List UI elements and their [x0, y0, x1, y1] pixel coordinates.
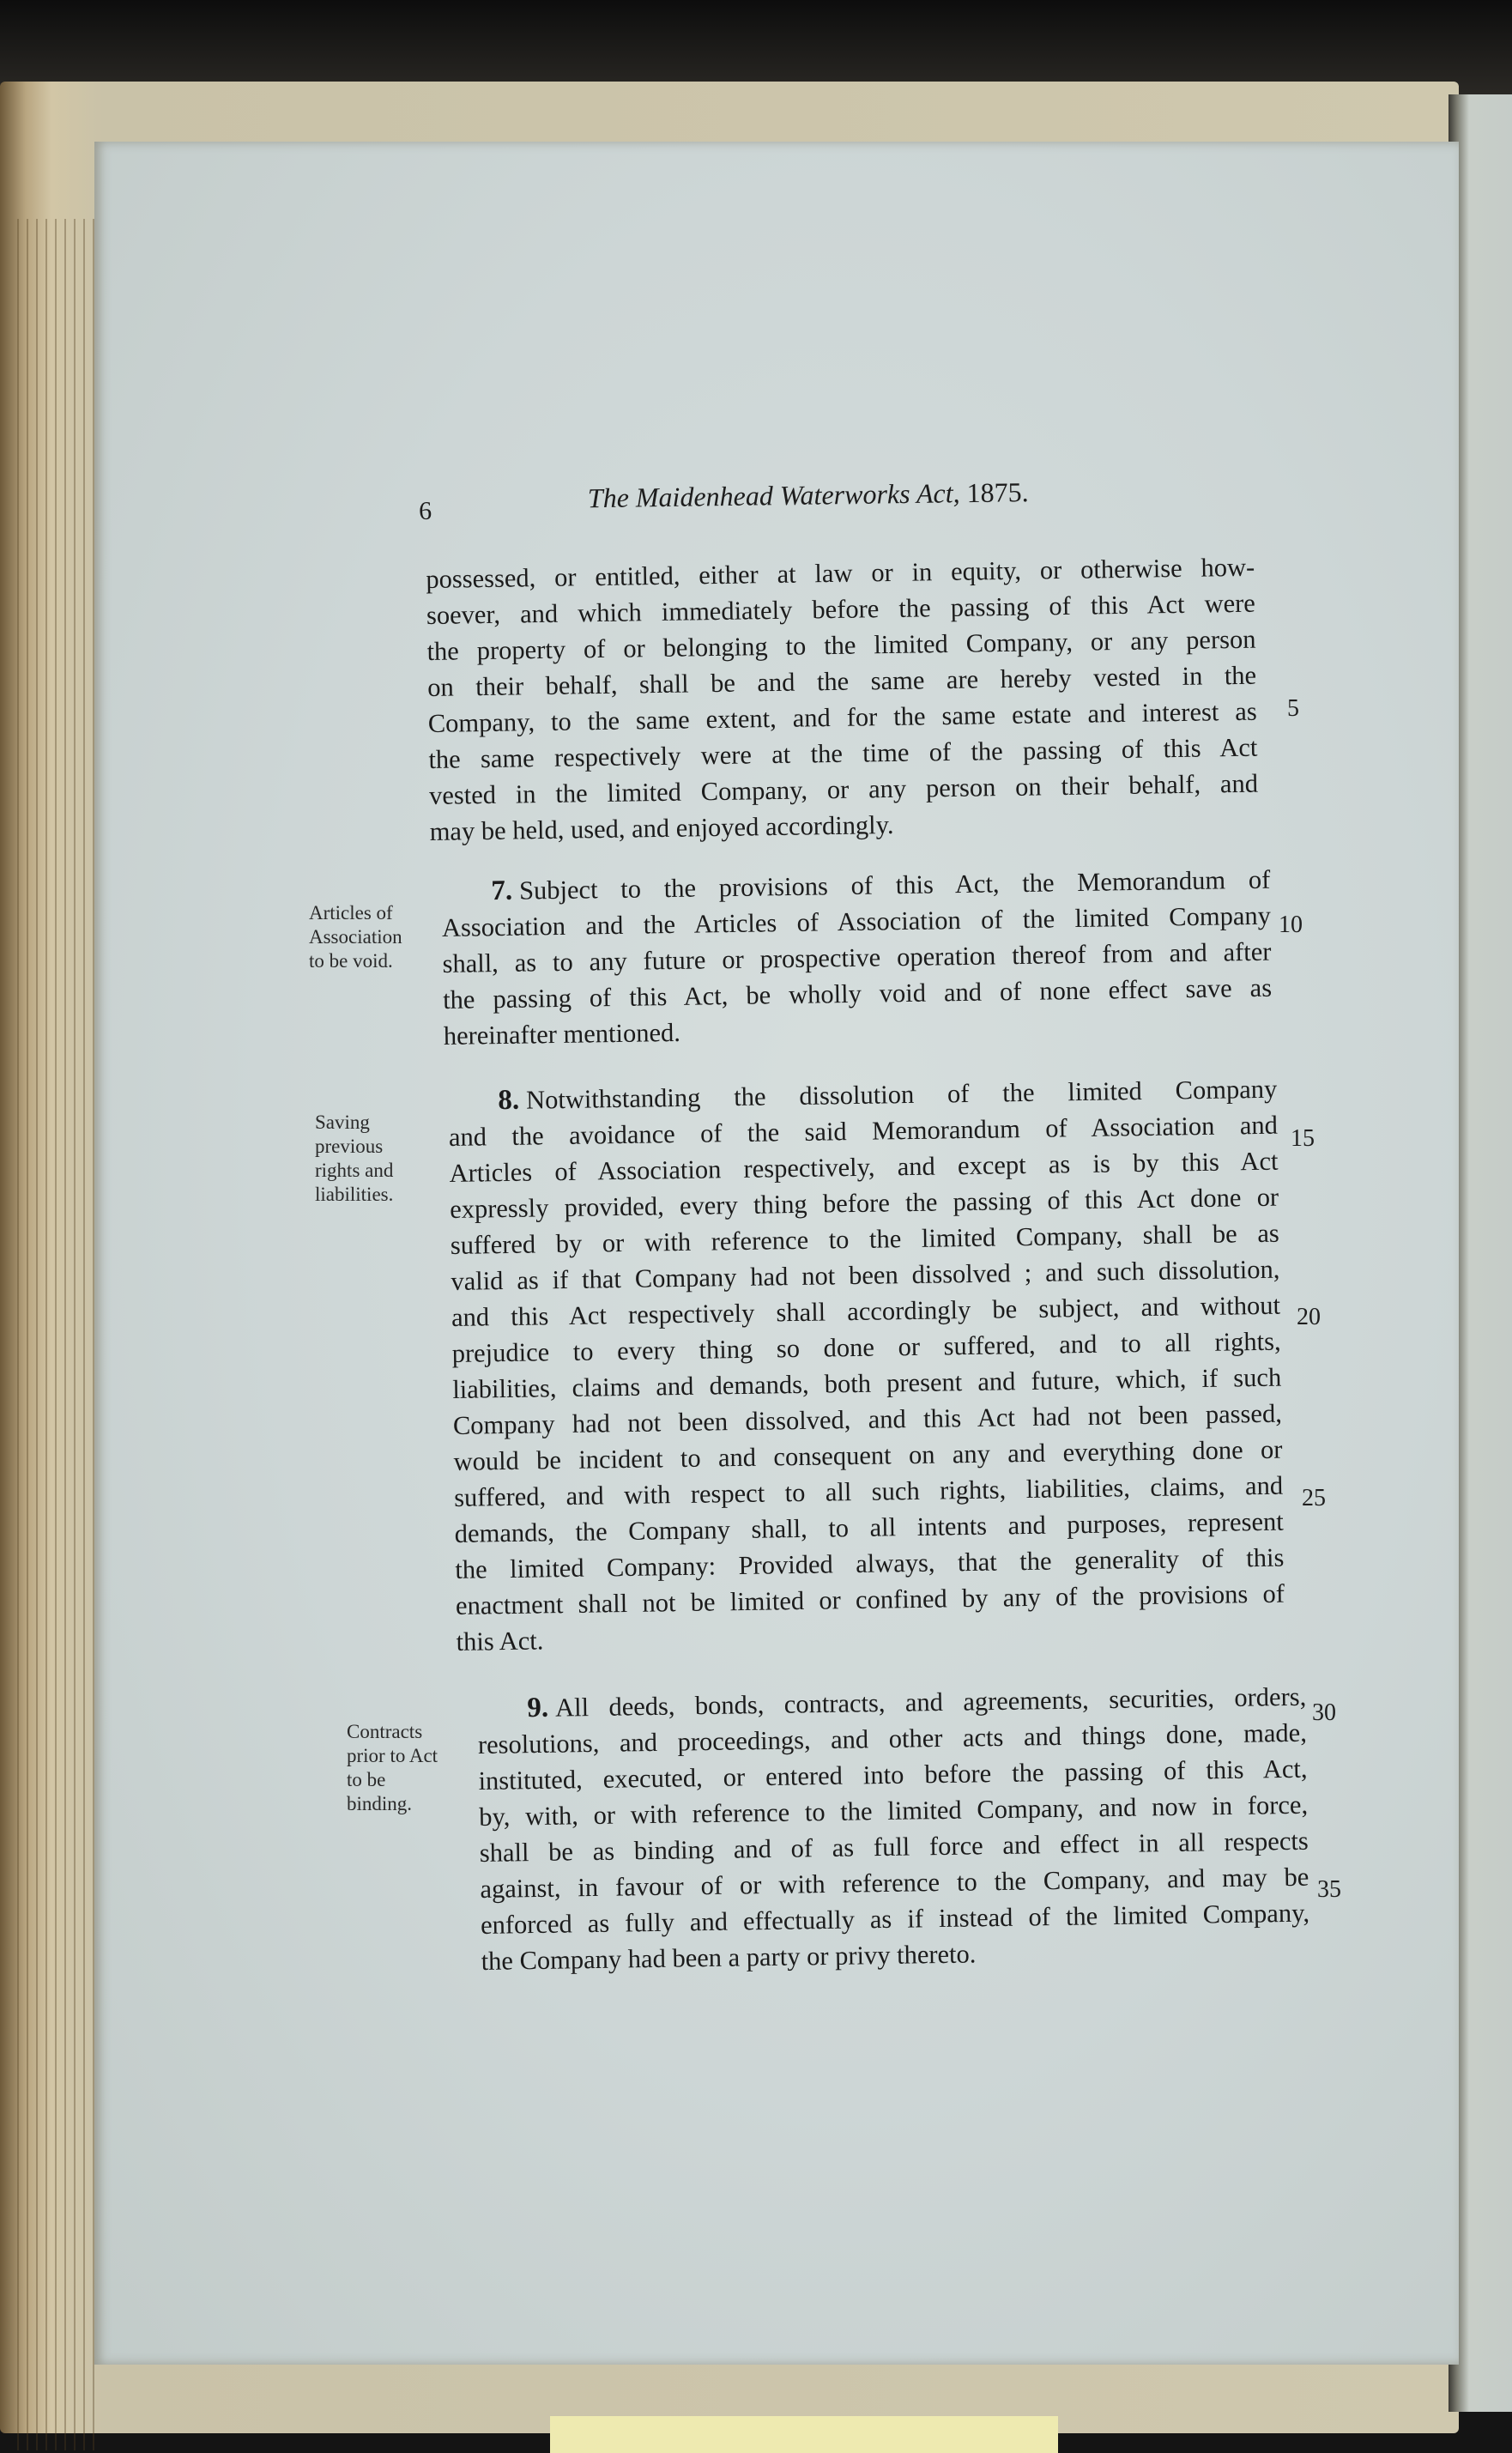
- line-number: 5: [1287, 695, 1299, 722]
- line-text: Company had not been dissolved, and this Act had not been passed,: [452, 1398, 1283, 1440]
- margin-note-line: Contracts: [347, 1721, 423, 1742]
- margin-note-line: liabilities.: [315, 1184, 394, 1205]
- margin-note-line: Articles of: [309, 902, 393, 924]
- line-text: demands, the Company shall, to all intents and purposes, represent: [454, 1506, 1284, 1548]
- line-text: enactment shall not be limited or confined by any of the provisions of: [455, 1578, 1285, 1620]
- line-text: hereinafter mentioned.: [443, 1017, 681, 1051]
- line-text: resolutions, and proceedings, and other acts and things done, made,: [477, 1717, 1308, 1759]
- line-number: 20: [1297, 1304, 1321, 1330]
- line-number: 15: [1291, 1125, 1315, 1152]
- margin-note-line: prior to Act: [347, 1745, 438, 1766]
- line-number: 35: [1317, 1876, 1341, 1903]
- line-text: Company, to the same extent, and for the same estate and interest as: [427, 696, 1257, 738]
- paragraph-continued: [426, 549, 1259, 850]
- line-text: suffered, and with respect to all such rights, liabilities, claims, and: [453, 1470, 1284, 1512]
- margin-note-articles-void: [309, 901, 402, 973]
- line-text: the limited Company: Provided always, that the generality of this: [455, 1542, 1285, 1584]
- line-text: soever, and which immediately before the passing of this Act were: [426, 588, 1256, 630]
- line-text: the property of or belonging to the limited Company, or any person: [426, 624, 1256, 666]
- act-title: The Maidenhead Waterworks Act,: [587, 477, 960, 514]
- line-text: against, in favour of or with reference to the Company, and may be: [480, 1862, 1309, 1904]
- margin-note-line: previous: [315, 1136, 384, 1157]
- background-top: [0, 0, 1512, 94]
- page-number: 6: [418, 496, 432, 525]
- line-text: may be held, used, and enjoyed accordingly.: [429, 809, 894, 846]
- line-text: and the avoidance of the said Memorandum of Association and: [448, 1110, 1279, 1152]
- margin-note-saving-rights: [315, 1111, 393, 1207]
- line-text: this Act.: [456, 1626, 544, 1657]
- line-text: instituted, executed, or entered into before the passing of this Act,: [478, 1753, 1308, 1796]
- margin-note-line: rights and: [315, 1160, 394, 1181]
- running-title: [588, 476, 1029, 514]
- line-text: on their behalf, shall be and the same are hereby vested in the: [426, 660, 1257, 702]
- page-edges: [17, 219, 94, 2450]
- margin-note-contracts: [347, 1720, 438, 1816]
- line-number: 30: [1312, 1699, 1336, 1726]
- line-text: the passing of this Act, be wholly void and of none effect save as: [442, 972, 1273, 1015]
- line-text: shall, as to any future or prospective operation thereof from and after: [442, 936, 1272, 978]
- line-text: the same respectively were at the time of the passing of this Act: [428, 732, 1258, 774]
- line-text: enforced as fully and effectually as if instead of the limited Company,: [480, 1898, 1310, 1940]
- section-8: [448, 1071, 1285, 1660]
- line-text: Subject to the provisions of this Act, the Memorandum of: [518, 864, 1271, 905]
- paper-tab: [550, 2416, 1058, 2453]
- section-9: [477, 1679, 1310, 1979]
- line-text: All deeds, bonds, contracts, and agreements, securities, orders,: [554, 1681, 1307, 1723]
- line-text: vested in the limited Company, or any person on their behalf, and: [428, 768, 1259, 810]
- margin-note-line: Association: [309, 926, 402, 948]
- margin-note-line: to be: [347, 1769, 386, 1790]
- line-text: Articles of Association respectively, and except as is by this Act: [449, 1146, 1279, 1188]
- line-text: and this Act respectively shall accordingly be subject, and without: [451, 1290, 1281, 1332]
- line-text: the Company had been a party or privy thereto.: [481, 1939, 977, 1976]
- line-text: possessed, or entitled, either at law or in equity, or otherwise how-: [426, 552, 1255, 594]
- section-number: 8.: [498, 1084, 520, 1117]
- line-number: 25: [1302, 1485, 1326, 1511]
- section-number: 9.: [527, 1692, 549, 1724]
- line-text: liabilities, claims and demands, both present and future, which, if such: [452, 1362, 1282, 1404]
- act-year: 1875.: [959, 476, 1029, 509]
- section-7: [441, 862, 1273, 1054]
- line-text: Notwithstanding the dissolution of the limited Company: [525, 1074, 1278, 1115]
- line-text: expressly provided, every thing before the passing of this Act done or: [449, 1182, 1279, 1224]
- line-text: by, with, or with reference to the limited Company, and now in force,: [478, 1790, 1309, 1832]
- line-text: suffered by or with reference to the limited Company, shall be as: [450, 1218, 1279, 1260]
- margin-note-line: to be void.: [309, 950, 393, 972]
- line-text: prejudice to every thing so done or suffered, and to all rights,: [451, 1326, 1281, 1368]
- line-text: would be incident to and consequent on any and everything done or: [453, 1434, 1283, 1476]
- margin-note-line: Saving: [315, 1111, 370, 1133]
- line-text: Association and the Articles of Association of the limited Company: [441, 900, 1272, 942]
- line-text: valid as if that Company had not been dissolved ; and such dissolution,: [451, 1254, 1280, 1296]
- line-number: 10: [1279, 912, 1303, 938]
- margin-note-line: binding.: [347, 1793, 413, 1814]
- line-text: shall be as binding and of as full force and effect in all respects: [479, 1826, 1309, 1868]
- section-number: 7.: [491, 875, 513, 907]
